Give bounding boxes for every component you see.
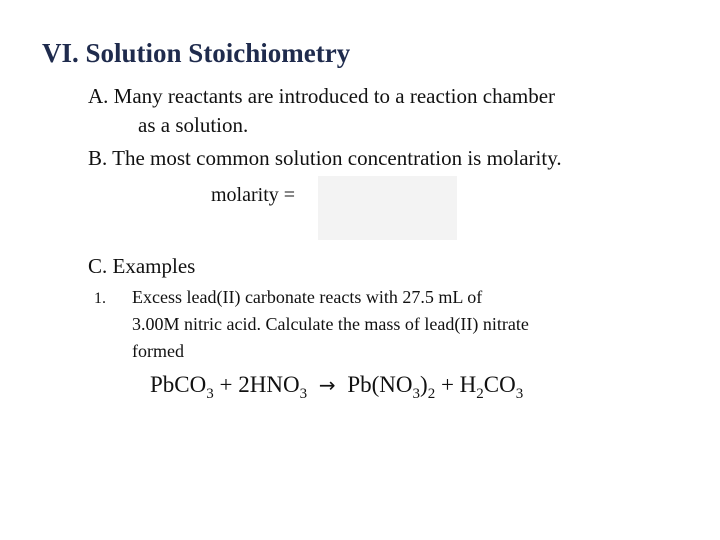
product-h2co3: $H_2CO_3$: [459, 372, 524, 402]
molarity-formula-label: molarity =: [211, 184, 296, 206]
product-pbno32: $Pb(NO_3)_2$: [347, 372, 436, 402]
example-number: 1.: [94, 290, 106, 307]
point-a-line1: A. Many reactants are introduced to a reaction chamber: [88, 84, 556, 108]
example-line1: Excess lead(II) carbonate reacts with 27.5 mL of: [132, 287, 483, 307]
point-b: B. The most common solution concentration is molarity.: [88, 146, 562, 170]
reactant-hno3: $2HNO_3$: [238, 372, 308, 402]
slide-title: VI. Solution Stoichiometry: [42, 38, 351, 68]
example-line2: 3.00M nitric acid. Calculate the mass of lead(II) nitrate: [132, 314, 529, 334]
point-c: C. Examples: [88, 254, 196, 278]
plus-sign: +: [440, 372, 454, 397]
chemical-equation: [150, 372, 524, 402]
reaction-arrow-icon: →: [318, 373, 336, 397]
formula-image-placeholder: [318, 176, 457, 240]
reactant-pbco3: PbCO$_3$: [150, 372, 214, 402]
example-line3: formed: [132, 341, 184, 361]
plus-sign: +: [219, 372, 233, 397]
point-a-line2: as a solution.: [138, 113, 249, 137]
